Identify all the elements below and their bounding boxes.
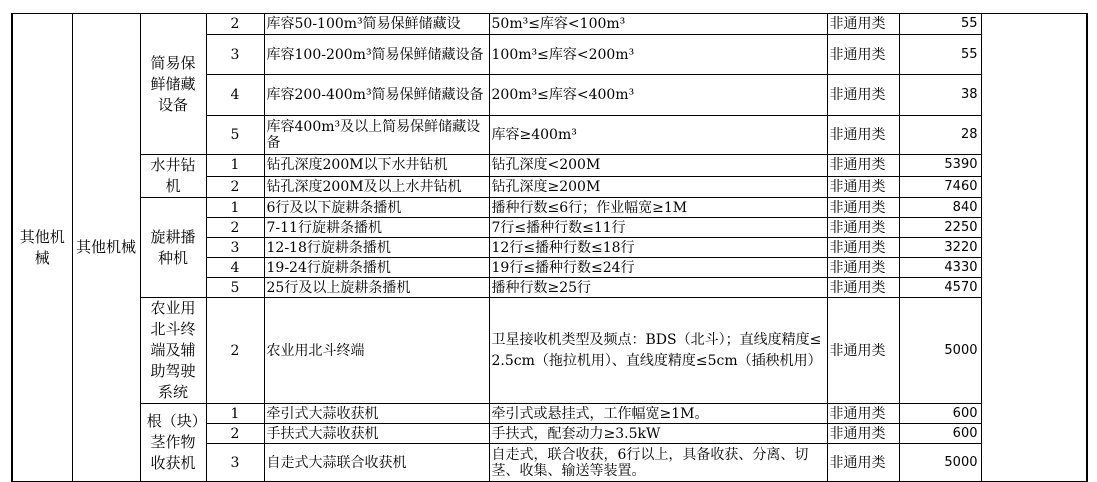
row-index-cell: 3 xyxy=(206,35,264,75)
item-category-cell: 非通用类 xyxy=(827,218,899,238)
item-category-cell: 非通用类 xyxy=(827,155,899,177)
row-index-cell: 1 xyxy=(206,404,264,424)
item-amount-cell: 5000 xyxy=(899,298,981,404)
item-category-cell: 非通用类 xyxy=(827,424,899,444)
blank-column-cell xyxy=(981,14,1087,482)
item-amount-cell: 2250 xyxy=(899,218,981,238)
row-index-cell: 1 xyxy=(206,155,264,177)
item-category-cell: 非通用类 xyxy=(827,75,899,116)
row-index-cell: 5 xyxy=(206,116,264,155)
item-category-cell: 非通用类 xyxy=(827,116,899,155)
item-category-cell: 非通用类 xyxy=(827,404,899,424)
table-row xyxy=(12,14,1087,35)
item-spec-cell: 播种行数≤6行；作业幅宽≥1M xyxy=(489,198,827,218)
item-amount-cell: 5390 xyxy=(899,155,981,177)
item-name-cell: 25行及以上旋耕条播机 xyxy=(264,278,489,298)
item-amount-cell: 7460 xyxy=(899,176,981,198)
item-spec-cell: 50m³≤库容<100m³ xyxy=(489,14,827,35)
item-spec-cell: 手扶式，配套动力≥3.5kW xyxy=(489,424,827,444)
group-name-cell: 旋耕播种机 xyxy=(140,198,206,298)
item-name-cell: 6行及以下旋耕条播机 xyxy=(264,198,489,218)
level1-category-cell: 其他机械 xyxy=(12,14,72,482)
item-category-cell: 非通用类 xyxy=(827,278,899,298)
group-name-cell: 根（块）茎作物收获机 xyxy=(140,404,206,482)
item-category-cell: 非通用类 xyxy=(827,238,899,258)
item-amount-cell: 5000 xyxy=(899,444,981,482)
group-name-cell: 农业用北斗终端及辅助驾驶系统 xyxy=(140,298,206,404)
item-name-cell: 库容50-100m³简易保鲜储藏设 xyxy=(264,14,489,35)
item-spec-cell: 19行≤播种行数≤24行 xyxy=(489,258,827,278)
item-name-cell: 12-18行旋耕条播机 xyxy=(264,238,489,258)
row-index-cell: 3 xyxy=(206,238,264,258)
item-name-cell: 钻孔深度200M以下水井钻机 xyxy=(264,155,489,177)
item-name-cell: 7-11行旋耕条播机 xyxy=(264,218,489,238)
row-index-cell: 4 xyxy=(206,258,264,278)
row-index-cell: 2 xyxy=(206,176,264,198)
level2-category-cell: 其他机械 xyxy=(72,14,140,482)
row-index-cell: 2 xyxy=(206,298,264,404)
table-row xyxy=(12,298,1087,404)
item-name-cell: 钻孔深度200M及以上水井钻机 xyxy=(264,176,489,198)
item-name-cell: 农业用北斗终端 xyxy=(264,298,489,404)
row-index-cell: 3 xyxy=(206,444,264,482)
item-amount-cell: 55 xyxy=(899,14,981,35)
item-name-cell: 库容400m³及以上简易保鲜储藏设备 xyxy=(264,116,489,155)
item-name-cell: 手扶式大蒜收获机 xyxy=(264,424,489,444)
item-amount-cell: 3220 xyxy=(899,238,981,258)
item-category-cell: 非通用类 xyxy=(827,176,899,198)
item-amount-cell: 28 xyxy=(899,116,981,155)
item-category-cell: 非通用类 xyxy=(827,14,899,35)
item-spec-cell: 钻孔深度≥200M xyxy=(489,176,827,198)
group-name-cell: 水井钻机 xyxy=(140,155,206,198)
table-row xyxy=(12,404,1087,424)
item-spec-cell: 库容≥400m³ xyxy=(489,116,827,155)
item-name-cell: 库容200-400m³简易保鲜储藏设备 xyxy=(264,75,489,116)
item-category-cell: 非通用类 xyxy=(827,258,899,278)
row-index-cell: 1 xyxy=(206,198,264,218)
table-row xyxy=(12,198,1087,218)
item-spec-cell: 7行≤播种行数≤11行 xyxy=(489,218,827,238)
table-row xyxy=(12,155,1087,177)
item-name-cell: 牵引式大蒜收获机 xyxy=(264,404,489,424)
row-index-cell: 2 xyxy=(206,218,264,238)
item-amount-cell: 4570 xyxy=(899,278,981,298)
item-spec-cell: 200m³≤库容<400m³ xyxy=(489,75,827,116)
row-index-cell: 2 xyxy=(206,424,264,444)
item-category-cell: 非通用类 xyxy=(827,198,899,218)
item-amount-cell: 600 xyxy=(899,404,981,424)
subsidy-table xyxy=(11,13,1088,482)
item-spec-cell: 播种行数≥25行 xyxy=(489,278,827,298)
item-category-cell: 非通用类 xyxy=(827,35,899,75)
item-name-cell: 自走式大蒜联合收获机 xyxy=(264,444,489,482)
item-spec-cell: 牵引式或悬挂式，工作幅宽≥1M。 xyxy=(489,404,827,424)
row-index-cell: 2 xyxy=(206,14,264,35)
item-spec-cell: 100m³≤库容<200m³ xyxy=(489,35,827,75)
item-name-cell: 库容100-200m³简易保鲜储藏设备 xyxy=(264,35,489,75)
item-amount-cell: 55 xyxy=(899,35,981,75)
item-amount-cell: 600 xyxy=(899,424,981,444)
item-name-cell: 19-24行旋耕条播机 xyxy=(264,258,489,278)
item-amount-cell: 38 xyxy=(899,75,981,116)
group-name-cell: 简易保鲜储藏设备 xyxy=(140,14,206,155)
item-spec-cell: 自走式，联合收获，6行以上，具备收获、分离、切茎、收集、输送等装置。 xyxy=(489,444,827,482)
item-spec-cell: 卫星接收机类型及频点：BDS（北斗）；直线度精度≤2.5cm（拖拉机用）、直线度精度≤5cm（插秧机用） xyxy=(489,298,827,404)
item-spec-cell: 钻孔深度<200M xyxy=(489,155,827,177)
row-index-cell: 4 xyxy=(206,75,264,116)
item-amount-cell: 840 xyxy=(899,198,981,218)
item-category-cell: 非通用类 xyxy=(827,298,899,404)
item-category-cell: 非通用类 xyxy=(827,444,899,482)
row-index-cell: 5 xyxy=(206,278,264,298)
item-spec-cell: 12行≤播种行数≤18行 xyxy=(489,238,827,258)
item-amount-cell: 4330 xyxy=(899,258,981,278)
